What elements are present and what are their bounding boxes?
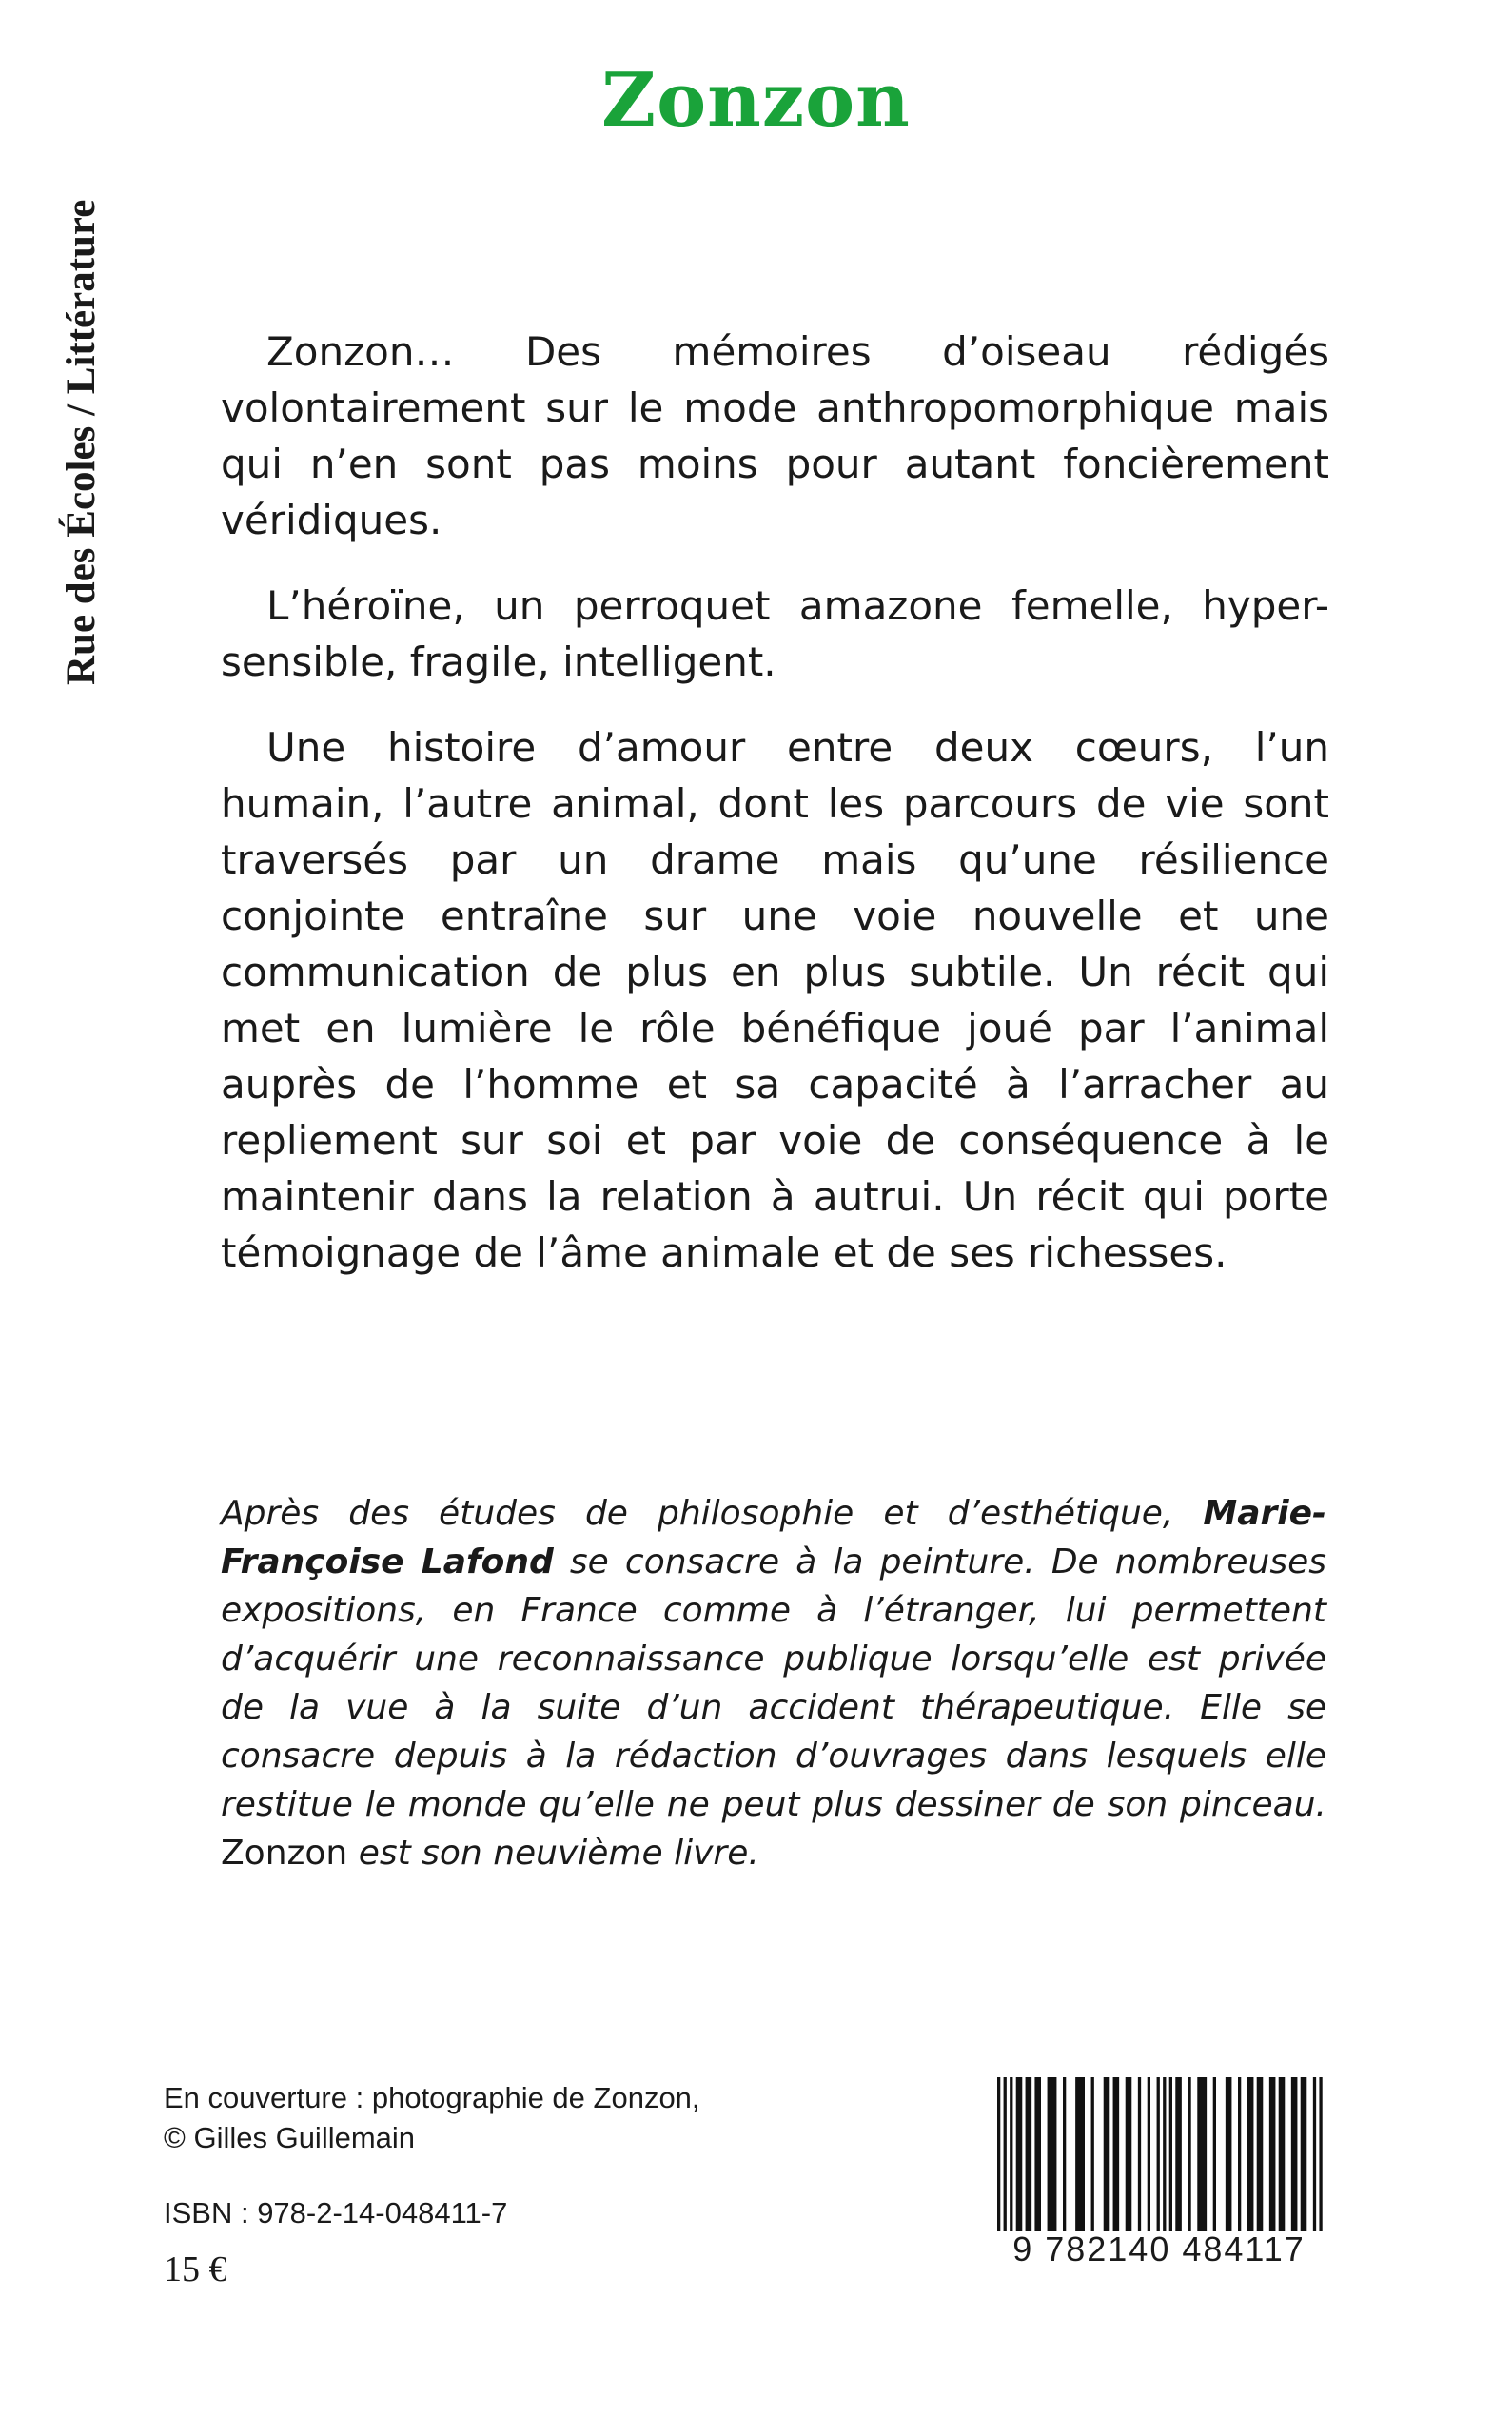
series-spine-label: Rue des Écoles / Littérature	[59, 199, 104, 685]
credit-line-2: © Gilles Guillemain	[164, 2121, 416, 2154]
bio-body: se consacre à la peinture. De nombreuses expositions, en France comme à l’étranger, lui permettent d’acquérir une reconnaissance publique lorsqu’elle est privée de la vue à la suite d’un accident thérapeutique. Elle se consacre depuis à la rédaction d’ouvrages dans lesquels elle restitue le monde qu’elle ne peut plus dessiner de son pinceau.	[221, 1542, 1326, 1824]
cover-photo-credit	[164, 2078, 700, 2158]
credit-line-1: En couverture : photographie de Zonzon,	[164, 2081, 700, 2114]
isbn-label: ISBN : 978-2-14-048411-7	[164, 2196, 508, 2229]
bio-book-title: Zonzon	[221, 1834, 348, 1873]
blurb-paragraph-2: L’héroïne, un perroquet amazone femelle, hyper-sensible, fragile, intelligent.	[221, 582, 1329, 685]
blurb-paragraph-3: Une histoire d’amour entre deux cœurs, l’un humain, l’autre animal, dont les parcours de vie sont traversés par un drame mais qu’une résilience conjointe entraîne sur une voie nouvelle et une communication de plus en plus subtile. Un récit qui met en lumière le rôle bénéfique joué par l’animal auprès de l’homme et sa capacité à l’arracher au repliement sur soi et par voie de conséquence à le maintenir dans la relation à autrui. Un récit qui porte témoignage de l’âme animale et de ses richesses.	[221, 724, 1329, 1276]
bio-end: est son neuvième livre.	[347, 1834, 759, 1873]
bio-intro: Après des études de philosophie et d’esthétique,	[221, 1494, 1204, 1533]
author-name: Marie-Françoise Lafond	[221, 1494, 1326, 1581]
book-title: Zonzon	[601, 57, 911, 144]
author-bio	[221, 1489, 1326, 1877]
back-cover-blurb	[221, 324, 1329, 1310]
price-label: 15 €	[164, 2249, 227, 2289]
barcode-digits: 9 782140 484117	[1012, 2229, 1306, 2269]
blurb-paragraph-1: Zonzon… Des mémoires d’oiseau rédigés volontairement sur le mode anthropomorphique mais qui n’en sont pas moins pour autant foncièrement véridiques.	[221, 328, 1329, 543]
